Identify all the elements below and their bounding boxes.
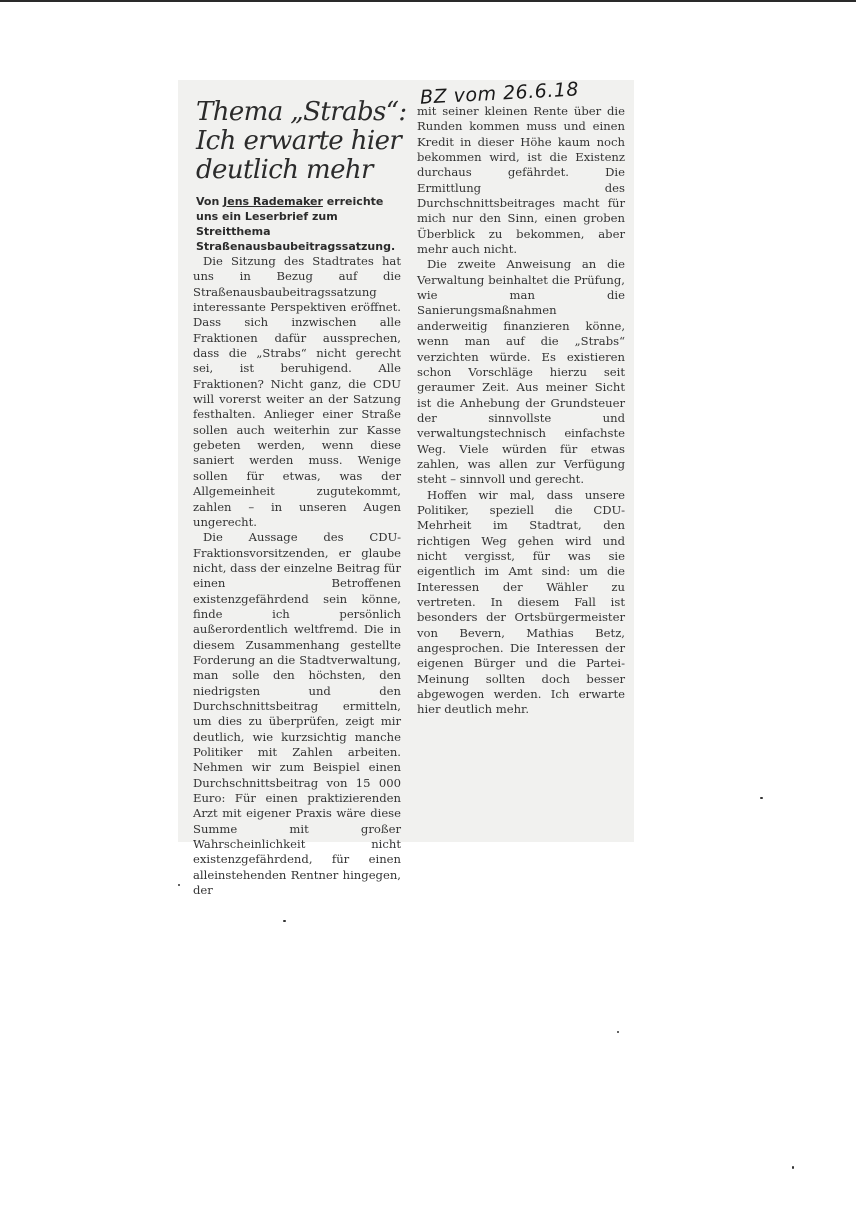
headline: Thema „Strabs“: Ich erwarte hier deutlich mehr [196, 97, 407, 185]
paragraph: mit seiner kleinen Rente über die Runden kommen muss und einen Kredit in dieser Höhe kaum noch bekommen wird, ist die Existenz durchaus gefährdet. Die Ermittlung des Durchschnittsbeitrages macht für mich nur den Sinn, einen groben Überblick zu bekommen, aber mehr auch nicht. [417, 104, 625, 257]
paragraph: Hoffen wir mal, dass unsere Politiker, speziell die CDU-Mehrheit im Stadtrat, den richtigen Weg gehen wird und nicht vergisst, für was sie eigentlich im Amt sind: um die Interessen der Wähler zu vertreten. In diesem Fall ist besonders der Ortsbürgermeister von Bevern, Mathias Betz, angesprochen. Die Interessen der eigenen Bürger und die Partei-Meinung sollten doch besser abgewogen werden. Ich erwarte hier deutlich mehr. [417, 487, 625, 717]
article-column-right [417, 104, 625, 718]
scan-speck [792, 1166, 794, 1169]
scan-speck [760, 797, 763, 799]
paragraph: Die zweite Anweisung an die Verwaltung beinhaltet die Prüfung, wie man die Sanierungsmaßnahmen anderweitig finanzieren könne, wenn man auf die „Strabs“ verzichten würde. Es existieren schon Vorschläge hierzu seit geraumer Zeit. Aus meiner Sicht ist die Anhebung der Grundsteuer der sinnvollste und verwaltungstechnisch einfachste Weg. Viele würden für etwas zahlen, was allen zur Verfügung steht – sinnvoll und gerecht. [417, 257, 625, 487]
paragraph: Die Sitzung des Stadtrates hat uns in Bezug auf die Straßenausbaubeitragssatzung interessante Perspektiven eröffnet. Dass sich inzwischen alle Fraktionen dafür aussprechen, dass die „Strabs“ nicht gerecht sei, ist beruhigend. Alle Fraktionen? Nicht ganz, die CDU will vorerst weiter an der Satzung festhalten. Anlieger einer Straße sollen auch weiterhin zur Kasse gebeten werden, wenn diese saniert werden muss. Wenige sollen für etwas, was der Allgemeinheit zugutekommt, zahlen – in unseren Augen ungerecht. [193, 254, 401, 529]
scan-speck [617, 1031, 619, 1033]
byline-author: Jens Rademaker [223, 195, 323, 208]
scan-top-edge [0, 0, 856, 2]
scan-speck [178, 884, 180, 886]
byline [196, 194, 406, 254]
handwritten-note: BZ vom 26.6.18 [419, 78, 580, 109]
article-column-left [193, 254, 401, 898]
byline-prefix: Von [196, 195, 224, 208]
scan-speck [283, 920, 286, 922]
byline-rest: erreichte uns ein Leserbrief zum Streitthema Straßenausbaubeitragssatzung. [196, 195, 396, 253]
paragraph: Die Aussage des CDU-Fraktionsvorsitzenden, er glaube nicht, dass der einzelne Beitrag für einen Betroffenen existenzgefährdend sein könne, finde ich persönlich außerordentlich weltfremd. Die in diesem Zusammenhang gestellte Forderung an die Stadtverwaltung, man solle den höchsten, den niedrigsten und den Durchschnittsbeitrag ermitteln, um dies zu überprüfen, zeigt mir deutlich, wie kurzsichtig manche Politiker mit Zahlen arbeiten. Nehmen wir zum Beispiel einen Durchschnittsbeitrag von 15 000 Euro: Für einen praktizierenden Arzt mit eigener Praxis wäre diese Summe mit großer Wahrscheinlichkeit nicht existenzgefährdend, für einen alleinstehenden Rentner hingegen, der [193, 530, 401, 898]
